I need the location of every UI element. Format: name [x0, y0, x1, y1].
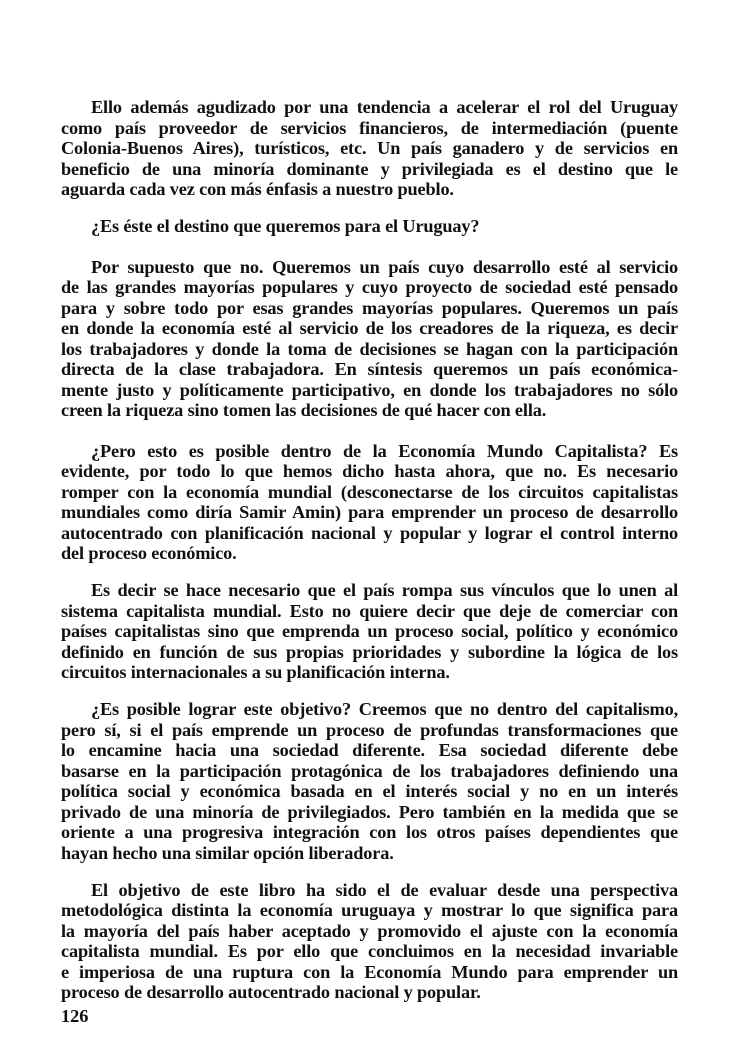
text-line: hayan hecho una similar opción liberadora.	[61, 842, 394, 863]
paragraph	[61, 441, 678, 564]
text-line: en donde la economía esté al servicio de los creadores de la riqueza, es decir	[61, 318, 678, 338]
text-line: ¿Pero esto es posible dentro de la Economía Mundo Capitalista? Es	[91, 440, 678, 461]
text-line: basarse en la participación protagónica de los trabajadores definiendo una	[61, 760, 678, 781]
text-line: mente justo y políticamente participativo, en donde los trabajadores no sólo	[61, 379, 678, 400]
text-line: evidente, por todo lo que hemos dicho hasta ahora, que no. Es necesario	[61, 461, 678, 481]
text-line: mundiales como diría Samir Amin) para emprender un proceso de desarrollo	[61, 502, 678, 522]
paragraph	[61, 257, 678, 421]
body-text	[61, 97, 678, 1019]
text-line: la mayoría del país haber aceptado y promovido el ajuste con la economía	[61, 920, 678, 941]
text-line: Por supuesto que no. Queremos un país cuyo desarrollo esté al servicio	[91, 256, 678, 277]
text-line: como país proveedor de servicios financieros, de intermediación (puente	[61, 117, 678, 138]
text-line: romper con la economía mundial (desconectarse de los circuitos capitalistas	[61, 481, 678, 502]
text-line: beneficio de una minoría dominante y privilegiada es el destino que le	[61, 158, 678, 179]
text-line: creen la riqueza sino tomen las decisiones de qué hacer con ella.	[61, 400, 547, 420]
text-line: del proceso económico.	[61, 543, 237, 563]
text-line: Ello además agudizado por una tendencia a acelerar el rol del Uruguay	[91, 97, 678, 117]
text-line: definido en función de sus propias prioridades y subordine la lógica de los	[61, 641, 678, 662]
paragraph	[61, 97, 678, 200]
text-line: política social y económica basada en el interés social y no en un interés	[61, 781, 678, 801]
text-line: circuitos internacionales a su planificación interna.	[61, 662, 450, 682]
text-line: pero sí, si el país emprende un proceso de profundas transformaciones que	[61, 719, 678, 740]
text-line: capitalista mundial. Es por ello que concluimos en la necesidad invariable	[61, 941, 678, 961]
text-line: ¿Es éste el destino que queremos para el Uruguay?	[91, 216, 480, 236]
text-line: directa de la clase trabajadora. En síntesis queremos un país económica-	[61, 359, 678, 379]
text-line: metodológica distinta la economía uruguaya y mostrar lo que significa para	[61, 900, 678, 920]
text-line: los trabajadores y donde la toma de decisiones se hagan con la participación	[61, 338, 678, 359]
text-line: de las grandes mayorías populares y cuyo proyecto de sociedad esté pensado	[61, 277, 678, 297]
text-line: para y sobre todo por esas grandes mayorías populares. Queremos un país	[61, 297, 678, 318]
paragraph	[61, 216, 678, 237]
text-line: e imperiosa de una ruptura con la Economía Mundo para emprender un	[61, 961, 678, 982]
text-line: sistema capitalista mundial. Esto no quiere decir que deje de comerciar con	[61, 600, 678, 621]
text-line: privado de una minoría de privilegiados. Pero también en la medida que se	[61, 801, 678, 822]
text-line: Es decir se hace necesario que el país rompa sus vínculos que lo unen al	[91, 580, 678, 600]
text-line: El objetivo de este libro ha sido el de evaluar desde una perspectiva	[91, 879, 678, 900]
text-line: países capitalistas sino que emprenda un proceso social, político y económico	[61, 621, 678, 641]
text-line: autocentrado con planificación nacional y popular y lograr el control interno	[61, 522, 678, 543]
text-line: oriente a una progresiva integración con los otros países dependientes que	[61, 822, 678, 842]
paragraph	[61, 580, 678, 683]
text-line: ¿Es posible lograr este objetivo? Creemos que no dentro del capitalismo,	[91, 699, 678, 719]
text-line: proceso de desarrollo autocentrado nacional y popular.	[61, 982, 481, 1002]
text-line: lo encamine hacia una sociedad diferente. Esa sociedad diferente debe	[61, 740, 678, 760]
text-line: aguarda cada vez con más énfasis a nuestro pueblo.	[61, 179, 454, 199]
paragraph	[61, 699, 678, 863]
page-number: 126	[61, 1006, 89, 1026]
text-line: Colonia-Buenos Aires), turísticos, etc. Un país ganadero y de servicios en	[61, 138, 678, 158]
paragraph	[61, 880, 678, 1003]
